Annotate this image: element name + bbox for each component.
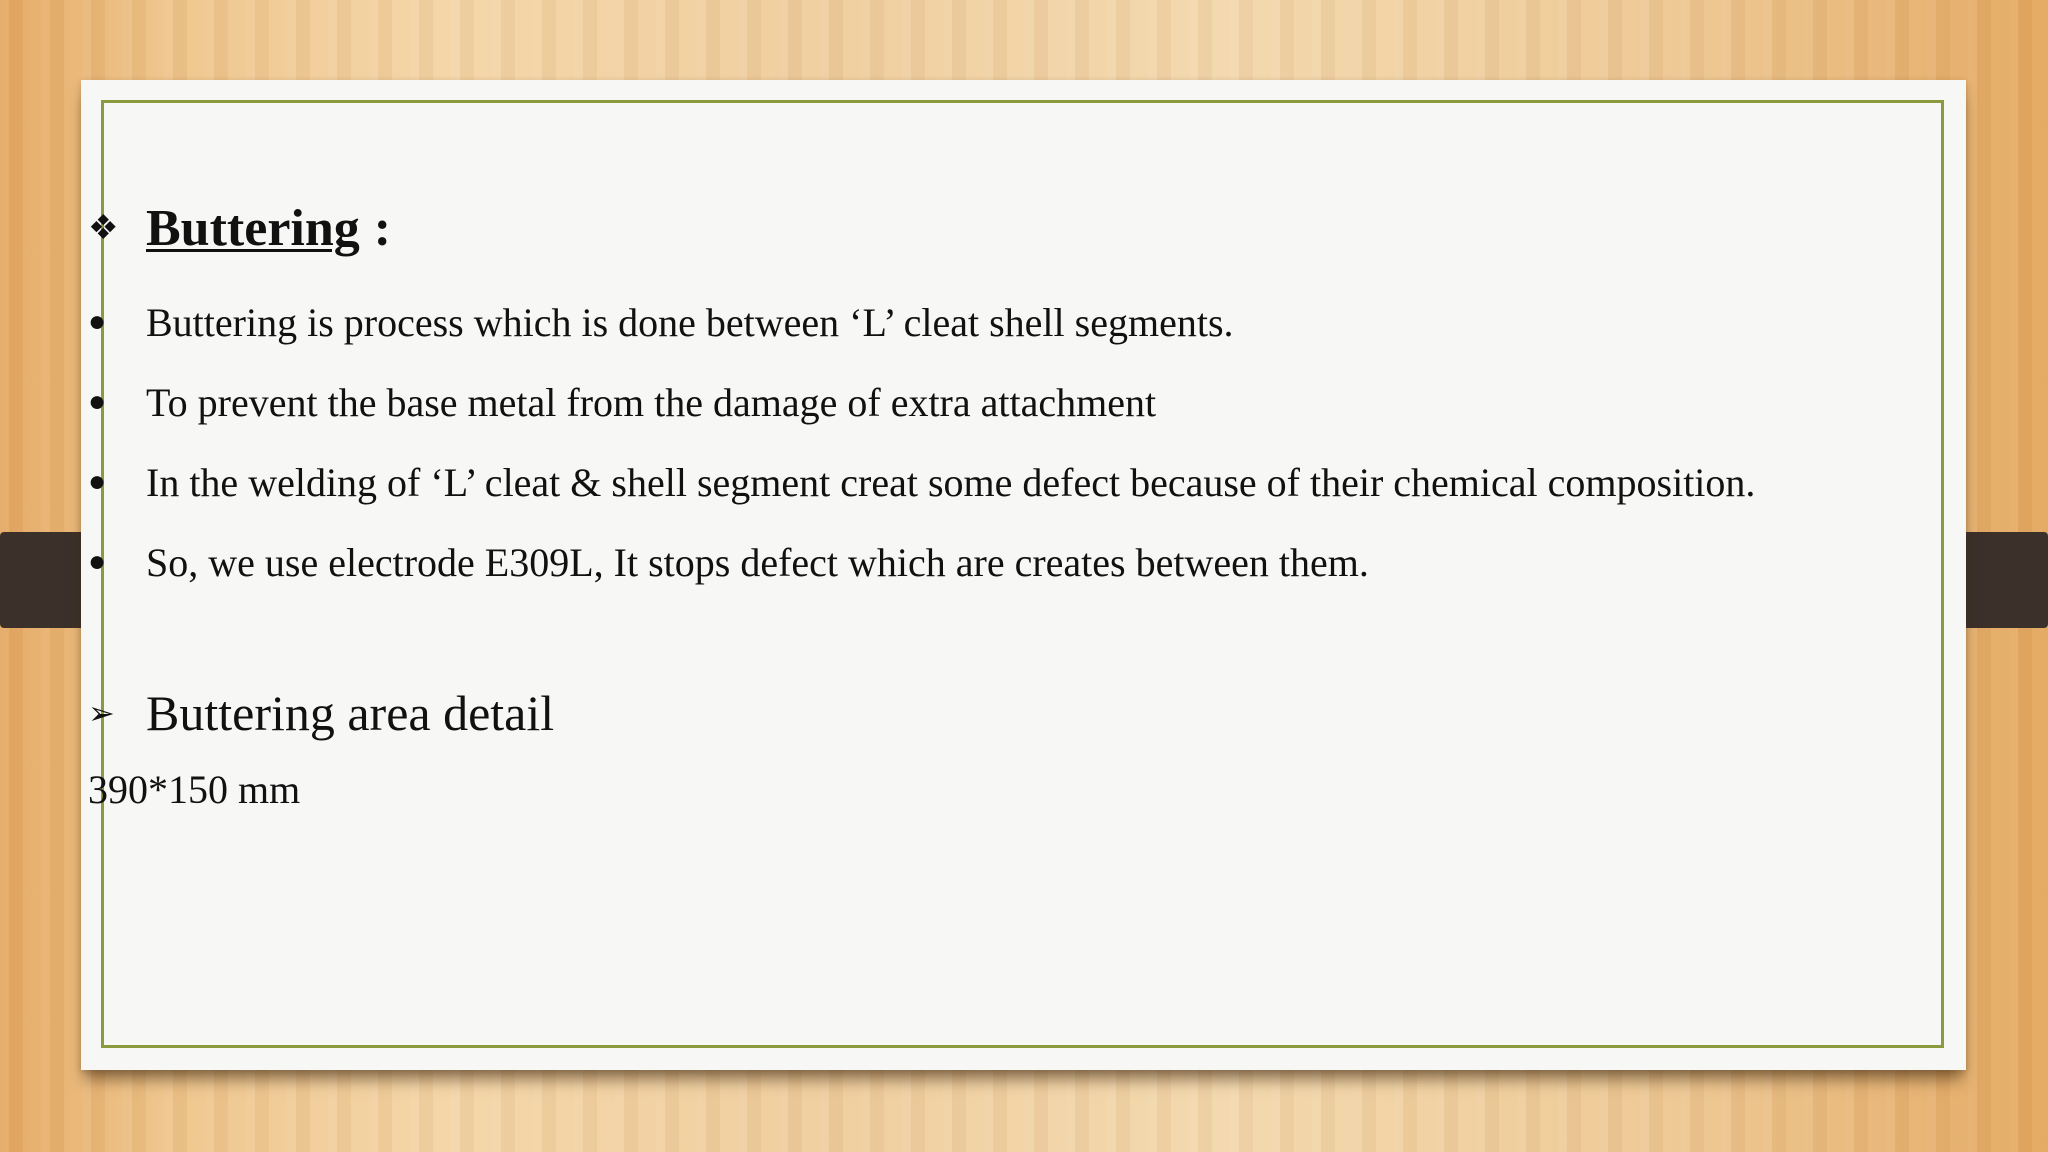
list-item-text: In the welding of ‘L’ cleat & shell segment creat some defect because of their chemical composition. [146, 459, 1756, 505]
list-item [88, 282, 1755, 362]
list-item [88, 362, 1755, 442]
heading-title: Buttering [146, 199, 360, 257]
subheading [88, 680, 554, 746]
bullet-dot-icon: ● [88, 305, 107, 338]
list-item-text: To prevent the base metal from the damage of extra attachment [146, 379, 1157, 425]
list-item [88, 522, 1755, 602]
diamond-four-icon: ❖ [88, 210, 119, 247]
list-item [88, 442, 1755, 522]
dimensions-text: 390*150 mm [88, 767, 301, 812]
bullet-list [88, 282, 1755, 602]
list-item-text: So, we use electrode E309L, It stops defect which are creates between them. [146, 539, 1369, 585]
subheading-text: Buttering area detail [146, 685, 555, 741]
bullet-dot-icon: ● [88, 385, 107, 418]
slide-heading [88, 192, 391, 264]
bullet-dot-icon: ● [88, 465, 107, 498]
list-item-text: Buttering is process which is done between ‘L’ cleat shell segments. [146, 299, 1234, 345]
bullet-dot-icon: ● [88, 545, 107, 578]
arrowhead-right-icon: ➢ [88, 695, 115, 731]
heading-colon: : [373, 199, 392, 257]
